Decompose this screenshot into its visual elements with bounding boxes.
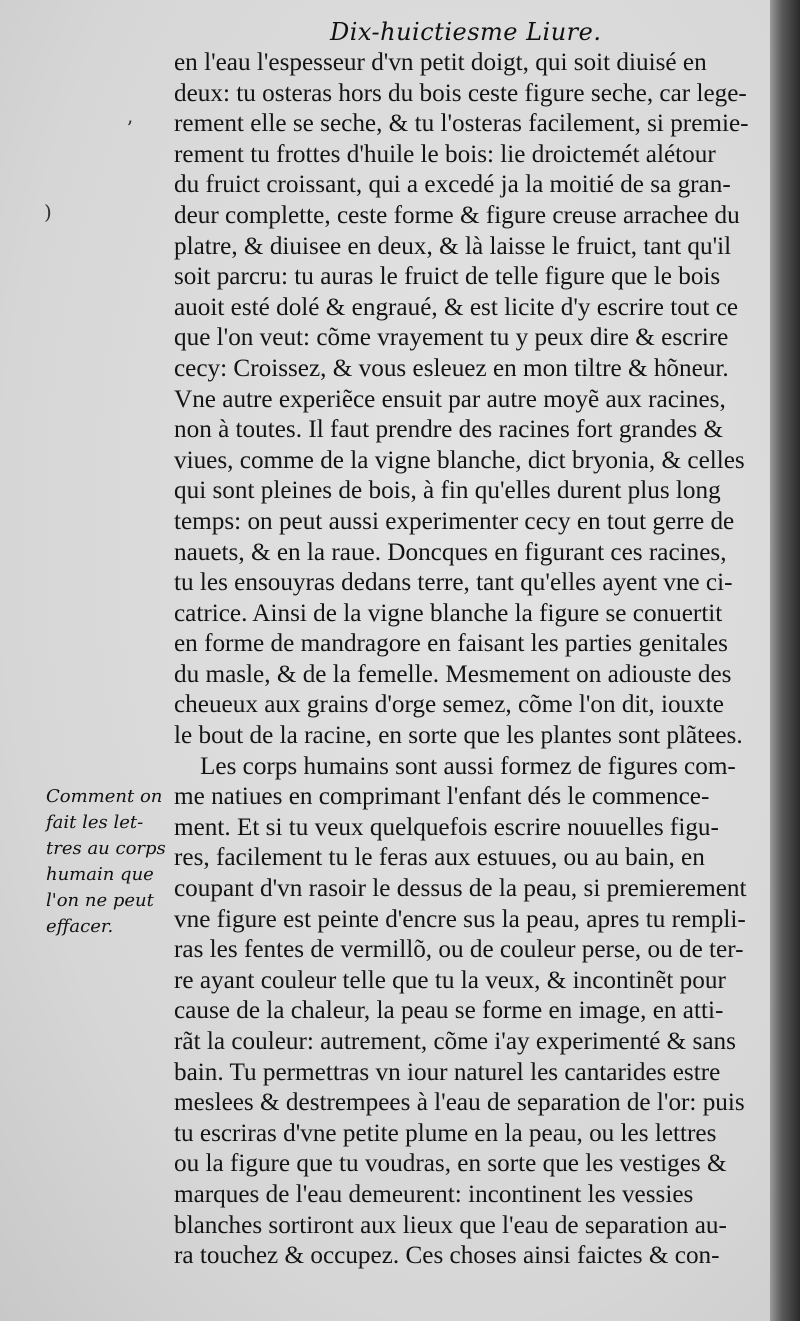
text-line: deux: tu osteras hors du bois ceste figure seche, car lege- xyxy=(174,79,747,107)
text-line: res, facilement tu le feras aux estuues, ou au bain, en xyxy=(174,844,705,872)
text-line: rãt la couleur: autrement, cõme i'ay experimenté & sans xyxy=(174,1028,736,1055)
text-line: en forme de mandragore en faisant les parties genitales xyxy=(174,630,728,658)
text-line: Les corps humains sont aussi formez de figures com- xyxy=(200,752,736,780)
text-line: bain. Tu permettras vn iour naturel les cantarides estre xyxy=(174,1058,721,1086)
text-line: vne figure est peinte d'encre sus la peau, apres tu rempli- xyxy=(174,905,746,933)
text-line: temps: on peut aussi experimenter cecy en tout gerre de xyxy=(174,507,735,535)
text-line: blanches sortiront aux lieux que l'eau de separation au- xyxy=(174,1211,727,1239)
text-line: Vne autre experiẽce ensuit par autre moyẽ aux racines, xyxy=(174,385,726,413)
text-line: platre, & diuisee en deux, & là laisse le fruict, tant qu'il xyxy=(174,232,732,260)
text-line: en l'eau l'espesseur d'vn petit doigt, qui soit diuisé en xyxy=(174,49,707,76)
text-line: tu escriras d'vne petite plume en la peau, ou les lettres xyxy=(174,1119,717,1147)
margin-note-line: l'on ne peut xyxy=(46,890,154,911)
text-line: meslees & destrempees à l'eau de separation de l'or: puis xyxy=(174,1089,745,1117)
text-line: coupant d'vn rasoir le dessus de la peau, si premierement xyxy=(174,875,747,903)
margin-note-line: humain que xyxy=(46,864,154,885)
text-line: soit parcru: tu auras le fruict de telle figure que le bois xyxy=(174,263,721,291)
text-line: qui sont pleines de bois, à fin qu'elles durent plus long xyxy=(174,477,721,505)
text-line: re ayant couleur telle que tu la veux, & incontinẽt pour xyxy=(174,966,726,994)
margin-mark: ) xyxy=(44,200,52,224)
text-line: que l'on veut: cõme vrayement tu y peux dire & escrire xyxy=(174,324,729,352)
text-line: du masle, & de la femelle. Mesmement on adiouste des xyxy=(174,660,732,688)
body-text xyxy=(174,48,764,1272)
text-line: du fruict croissant, qui a excedé ja la moitié de sa gran- xyxy=(174,171,731,199)
text-line: cecy: Croissez, & vous esleuez en mon tiltre & hõneur. xyxy=(174,354,729,382)
text-line: cheueux aux grains d'orge semez, cõme l'on dit, iouxte xyxy=(174,691,724,719)
text-line: ou la figure que tu voudras, en sorte que les vestiges & xyxy=(174,1150,727,1178)
running-title: Dix-huictiesme Liure. xyxy=(330,18,602,46)
text-line: rement tu frottes d'huile le bois: lie droictemét alétour xyxy=(174,140,716,168)
text-line: tu les ensouyras dedans terre, tant qu'elles ayent vne ci- xyxy=(174,569,733,597)
margin-mark: ʼ xyxy=(126,116,133,140)
text-line: auoit esté dolé & engraué, & est licite d'y escrire tout ce xyxy=(174,293,739,321)
text-line: le bout de la racine, en sorte que les plantes sont plãtees. xyxy=(174,722,743,750)
margin-note-line: Comment on xyxy=(46,786,163,807)
text-line: viues, comme de la vigne blanche, dict bryonia, & celles xyxy=(174,446,745,474)
text-line: ras les fentes de vermillõ, ou de couleur perse, ou de ter- xyxy=(174,936,744,964)
margin-note-line: fait les let- xyxy=(46,812,144,833)
text-line: marques de l'eau demeurent: incontinent les vessies xyxy=(174,1180,694,1208)
text-line: non à toutes. Il faut prendre des racines fort grandes & xyxy=(174,416,724,444)
text-line: ment. Et si tu veux quelquefois escrire nouuelles figu- xyxy=(174,813,719,841)
text-line: me natiues en comprimant l'enfant dés le commence- xyxy=(174,783,710,811)
text-line: deur complette, ceste forme & figure creuse arrachee du xyxy=(174,201,740,229)
margin-note-line: tres au corps xyxy=(46,838,166,859)
text-line: rement elle se seche, & tu l'osteras facilement, si premie- xyxy=(174,110,749,138)
text-line: ra touchez & occupez. Ces choses ainsi faictes & con- xyxy=(174,1242,720,1270)
margin-note-line: effacer. xyxy=(46,916,114,937)
page-gutter xyxy=(770,0,800,1321)
text-line: nauets, & en la raue. Doncques en figurant ces racines, xyxy=(174,538,727,566)
text-line: catrice. Ainsi de la vigne blanche la figure se conuertit xyxy=(174,599,723,627)
text-line: cause de la chaleur, la peau se forme en image, en atti- xyxy=(174,997,724,1025)
margin-note xyxy=(46,784,174,940)
